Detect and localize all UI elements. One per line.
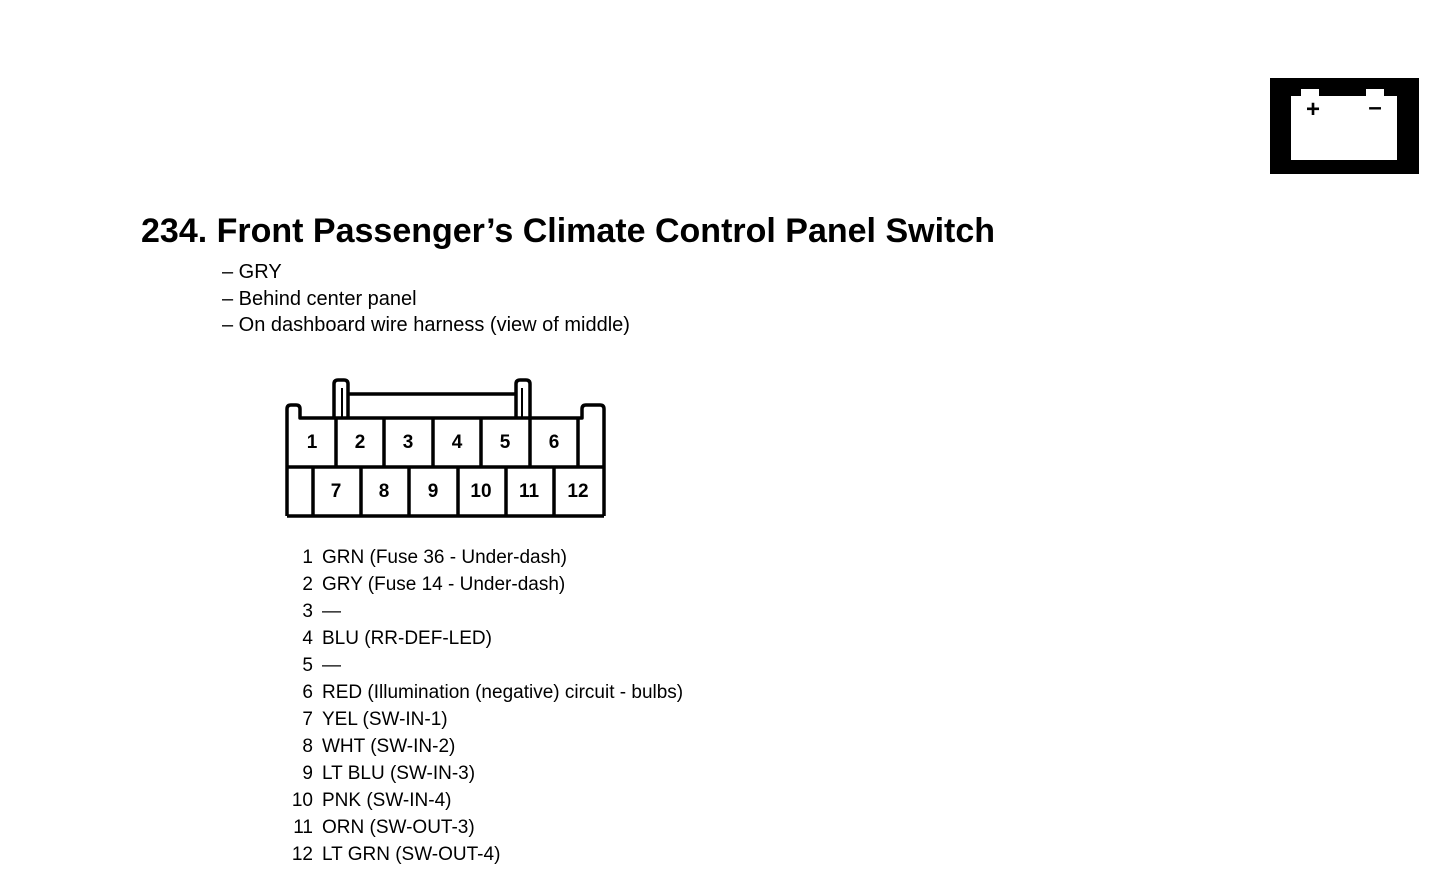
pin-row: [288, 733, 683, 760]
pin-description: GRN (Fuse 36 - Under-dash): [322, 547, 567, 568]
pin-description: LT GRN (SW-OUT-4): [322, 844, 501, 865]
pin-label-3: 3: [402, 432, 414, 453]
pin-number: 2: [302, 574, 313, 595]
pin-number: 9: [302, 763, 313, 784]
battery-plus-sign: +: [1305, 96, 1321, 123]
pin-label-5: 5: [499, 432, 511, 453]
pin-row: [288, 841, 683, 868]
pin-description: —: [322, 601, 341, 622]
pin-label-1: 1: [306, 432, 318, 453]
battery-icon: [1270, 78, 1419, 174]
pin-row: [288, 787, 683, 814]
pin-number: 8: [302, 736, 313, 757]
connector-diagram: [282, 376, 608, 522]
pin-number: 4: [302, 628, 313, 649]
pin-label-9: 9: [427, 481, 439, 502]
pin-number: 7: [302, 709, 313, 730]
pin-row: [288, 652, 683, 679]
pin-label-6: 6: [548, 432, 560, 453]
info-color: – GRY: [222, 261, 282, 283]
pin-label-4: 4: [451, 432, 463, 453]
pin-row: [288, 544, 683, 571]
pin-number: 12: [291, 844, 313, 865]
pin-label-2: 2: [354, 432, 366, 453]
pin-description: ORN (SW-OUT-3): [322, 817, 475, 838]
pin-description: GRY (Fuse 14 - Under-dash): [322, 574, 566, 595]
pin-number: 10: [291, 790, 313, 811]
pin-row: [288, 706, 683, 733]
pin-label-10: 10: [470, 481, 492, 502]
pin-assignment-list: [288, 544, 683, 868]
pin-row: [288, 760, 683, 787]
pin-label-8: 8: [378, 481, 390, 502]
connector-info-list: [222, 259, 630, 339]
pin-label-11: 11: [518, 481, 540, 502]
pin-number: 1: [302, 547, 313, 568]
battery-minus-sign: –: [1368, 94, 1382, 121]
info-harness: – On dashboard wire harness (view of middle): [222, 314, 630, 336]
info-location: – Behind center panel: [222, 287, 417, 310]
pin-row: [288, 814, 683, 841]
pin-description: WHT (SW-IN-2): [322, 736, 456, 757]
pin-description: YEL (SW-IN-1): [322, 709, 448, 730]
pin-row: [288, 598, 683, 625]
pin-row: [288, 625, 683, 652]
pin-number: 3: [302, 601, 313, 622]
pin-description: LT BLU (SW-IN-3): [322, 763, 476, 784]
page-title: 234. Front Passenger’s Climate Control Panel Switch: [141, 212, 996, 250]
pin-description: BLU (RR-DEF-LED): [322, 628, 492, 649]
pin-description: —: [322, 655, 341, 676]
pin-label-12: 12: [567, 481, 589, 502]
pin-number: 6: [302, 682, 313, 703]
pin-description: RED (Illumination (negative) circuit - bulbs): [322, 682, 684, 703]
pin-row: [288, 679, 683, 706]
pin-number: 11: [293, 817, 313, 838]
pin-row: [288, 571, 683, 598]
pin-description: PNK (SW-IN-4): [322, 790, 452, 811]
pin-number: 5: [302, 655, 313, 676]
pin-label-7: 7: [330, 481, 342, 502]
